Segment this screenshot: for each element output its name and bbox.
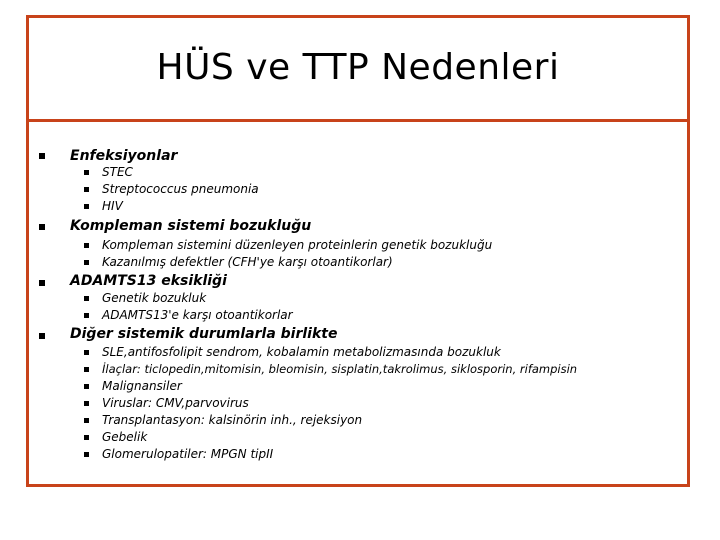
bullet-square-icon [84, 401, 89, 406]
bullet-square-icon [84, 187, 89, 192]
bullet-square-icon [84, 296, 89, 301]
title-band [29, 18, 687, 122]
bullet-square-icon [84, 367, 89, 372]
bullet-square-icon [84, 435, 89, 440]
bullet-square-icon [39, 224, 45, 230]
list-item: Kompleman sistemini düzenleyen proteinlerin genetik bozukluğu [102, 238, 493, 252]
list-item: Streptococcus pneumonia [102, 182, 259, 196]
list-item: SLE,antifosfolipit sendrom, kobalamin metabolizmasında bozukluk [102, 345, 501, 359]
list-item: Genetik bozukluk [102, 291, 207, 305]
bullet-square-icon [84, 418, 89, 423]
list-item: Viruslar: CMV,parvovirus [102, 396, 249, 410]
list-item: ADAMTS13'e karşı otoantikorlar [102, 308, 293, 322]
bullet-square-icon [84, 260, 89, 265]
bullet-square-icon [84, 243, 89, 248]
bullet-square-icon [39, 153, 45, 159]
list-item: HIV [102, 199, 123, 213]
bullet-square-icon [84, 384, 89, 389]
bullet-square-icon [84, 452, 89, 457]
list-item: Transplantasyon: kalsinörin inh., rejeksiyon [102, 413, 363, 427]
list-item: Glomerulopatiler: MPGN tipII [102, 447, 274, 461]
bullet-square-icon [39, 280, 45, 286]
bullet-square-icon [84, 204, 89, 209]
section-heading-adamts13: ADAMTS13 eksikliği [70, 273, 227, 289]
slide-title: HÜS ve TTP Nedenleri [156, 47, 560, 88]
bullet-square-icon [39, 333, 45, 339]
list-item: STEC [102, 165, 133, 179]
bullet-square-icon [84, 170, 89, 175]
section-heading-diger: Diğer sistemik durumlarla birlikte [70, 326, 338, 342]
list-item: Kazanılmış defektler (CFH'ye karşı otoantikorlar) [102, 255, 393, 269]
list-item: Malignansiler [102, 379, 182, 393]
list-item: Gebelik [102, 430, 148, 444]
section-heading-enfeksiyonlar: Enfeksiyonlar [70, 148, 178, 164]
bullet-square-icon [84, 313, 89, 318]
bullet-square-icon [84, 350, 89, 355]
section-heading-kompleman: Kompleman sistemi bozukluğu [70, 218, 312, 234]
list-item: İlaçlar: ticlopedin,mitomisin, bleomisin, sisplatin,takrolimus, siklosporin, rifampisin [102, 362, 578, 376]
